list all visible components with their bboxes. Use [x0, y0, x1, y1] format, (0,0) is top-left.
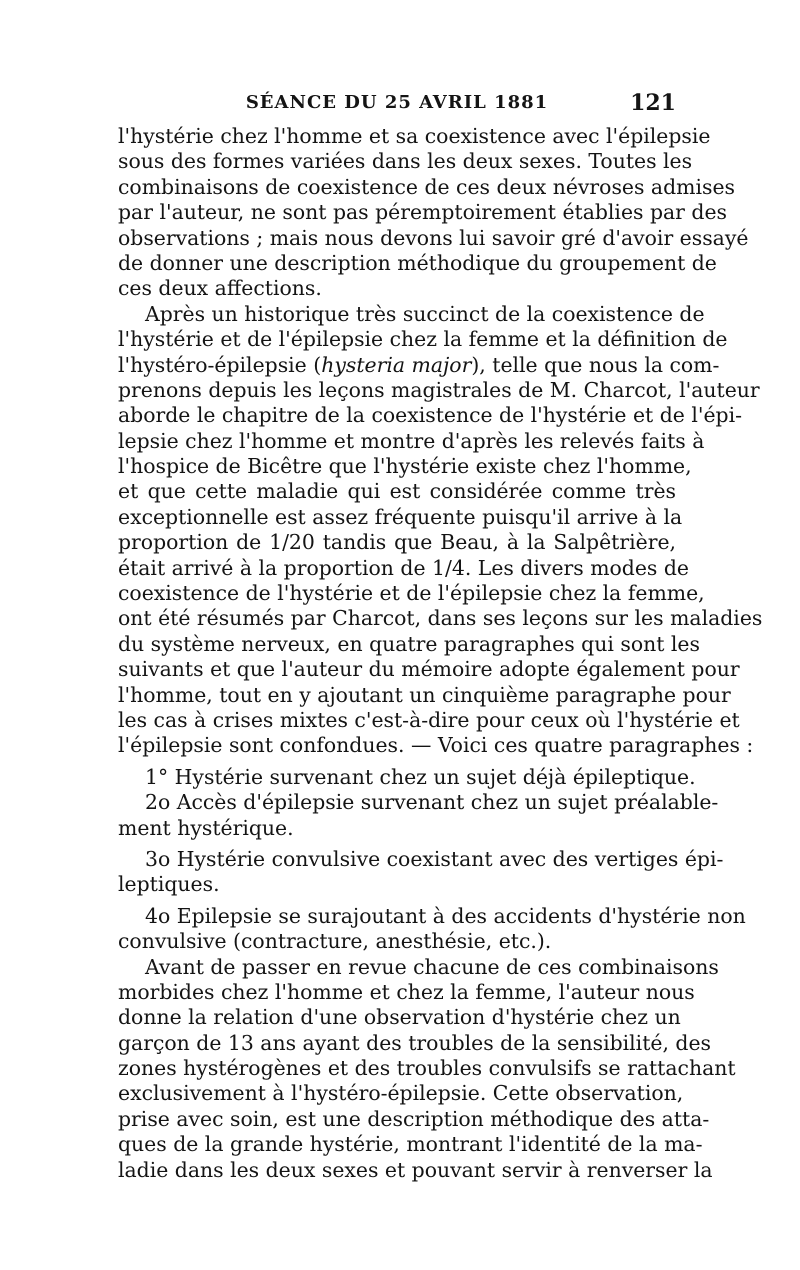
text-line: l'épilepsie sont confondues. — Voici ces quatre paragraphes : [118, 733, 754, 758]
page-number: 121 [630, 90, 676, 116]
text-line: aborde le chapitre de la coexistence de l'hystérie et de l'épi- [118, 403, 742, 428]
list-item [118, 903, 746, 955]
text-span: l'hystéro-épilepsie ( [118, 352, 322, 377]
page-body [118, 124, 763, 1183]
text-line: garçon de 13 ans ayant des troubles de la sensibilité, des [118, 1030, 712, 1055]
text-span: ), telle que nous la com- [471, 352, 720, 377]
text-line: 2o Accès d'épilepsie survenant chez un sujet préalable- [145, 790, 719, 815]
text-line: suivants et que l'auteur du mémoire adopte également pour [118, 657, 740, 682]
text-line: exceptionnelle est assez fréquente puisqu'il arrive à la [118, 504, 683, 529]
text-line: ces deux affections. [118, 276, 322, 301]
text-line: était arrivé à la proportion de 1/4. Les divers modes de [118, 555, 689, 580]
text-line: prenons depuis les leçons magistrales de M. Charcot, l'auteur [118, 377, 760, 402]
text-line: ment hystérique. [118, 815, 294, 840]
list-item [118, 764, 696, 790]
text-line: l'homme, tout en y ajoutant un cinquième paragraphe pour [118, 682, 731, 707]
text-line: et que cette maladie qui est considérée comme très [118, 479, 676, 504]
text-line: ladie dans les deux sexes et pouvant servir à renverser la [118, 1157, 713, 1182]
page-header [118, 92, 676, 116]
text-line: observations ; mais nous devons lui savoir gré d'avoir essayé [118, 225, 749, 250]
running-head: SÉANCE DU 25 AVRIL 1881 [245, 92, 549, 113]
text-line: exclusivement à l'hystéro-épilepsie. Cette observation, [118, 1081, 684, 1106]
text-line: coexistence de l'hystérie et de l'épilepsie chez la femme, [118, 581, 705, 606]
text-line: Après un historique très succinct de la coexistence de [145, 301, 705, 326]
list-item [118, 846, 724, 898]
text-line: du système nerveux, en quatre paragraphes qui sont les [118, 631, 700, 656]
text-line: 3o Hystérie convulsive coexistant avec des vertiges épi- [145, 846, 724, 871]
text-line: donne la relation d'une observation d'hystérie chez un [118, 1005, 681, 1030]
text-line: convulsive (contracture, anesthésie, etc.). [118, 929, 552, 954]
list-item [118, 790, 719, 841]
text-line: ont été résumés par Charcot, dans ses leçons sur les maladies [118, 606, 763, 631]
text-line [118, 352, 720, 378]
text-line: de donner une description méthodique du groupement de [118, 250, 717, 275]
paragraph [118, 124, 749, 302]
paragraph [118, 954, 736, 1184]
text-line: sous des formes variées dans les deux sexes. Toutes les [118, 149, 693, 174]
text-line: 4o Epilepsie se surajoutant à des accidents d'hystérie non [145, 903, 746, 928]
text-line: prise avec soin, est une description méthodique des atta- [118, 1106, 710, 1131]
text-line: ques de la grande hystérie, montrant l'identité de la ma- [118, 1132, 703, 1157]
text-line: proportion de 1/20 tandis que Beau, à la Salpêtrière, [118, 530, 676, 555]
text-line: morbides chez l'homme et chez la femme, l'auteur nous [118, 979, 695, 1004]
text-line: combinaisons de coexistence de ces deux névroses admises [118, 174, 735, 199]
text-line: l'hystérie chez l'homme et sa coexistence avec l'épilepsie [118, 124, 711, 148]
text-line: lepsie chez l'homme et montre d'après les relevés faits à [118, 428, 705, 453]
text-line: zones hystérogènes et des troubles convulsifs se rattachant [118, 1056, 736, 1081]
text-line: les cas à crises mixtes c'est-à-dire pour ceux où l'hystérie et [118, 707, 740, 732]
text-line: Avant de passer en revue chacune de ces combinaisons [145, 954, 719, 979]
paragraph [118, 301, 763, 759]
text-line: l'hystérie et de l'épilepsie chez la femme et la définition de [118, 327, 728, 352]
text-line: par l'auteur, ne sont pas péremptoirement établies par des [118, 200, 727, 225]
text-line: 1° Hystérie survenant chez un sujet déjà épileptique. [145, 764, 696, 789]
italic-term: hysteria major [321, 352, 472, 377]
text-line: leptiques. [118, 872, 220, 897]
text-line: l'hospice de Bicêtre que l'hystérie existe chez l'homme, [118, 454, 692, 479]
